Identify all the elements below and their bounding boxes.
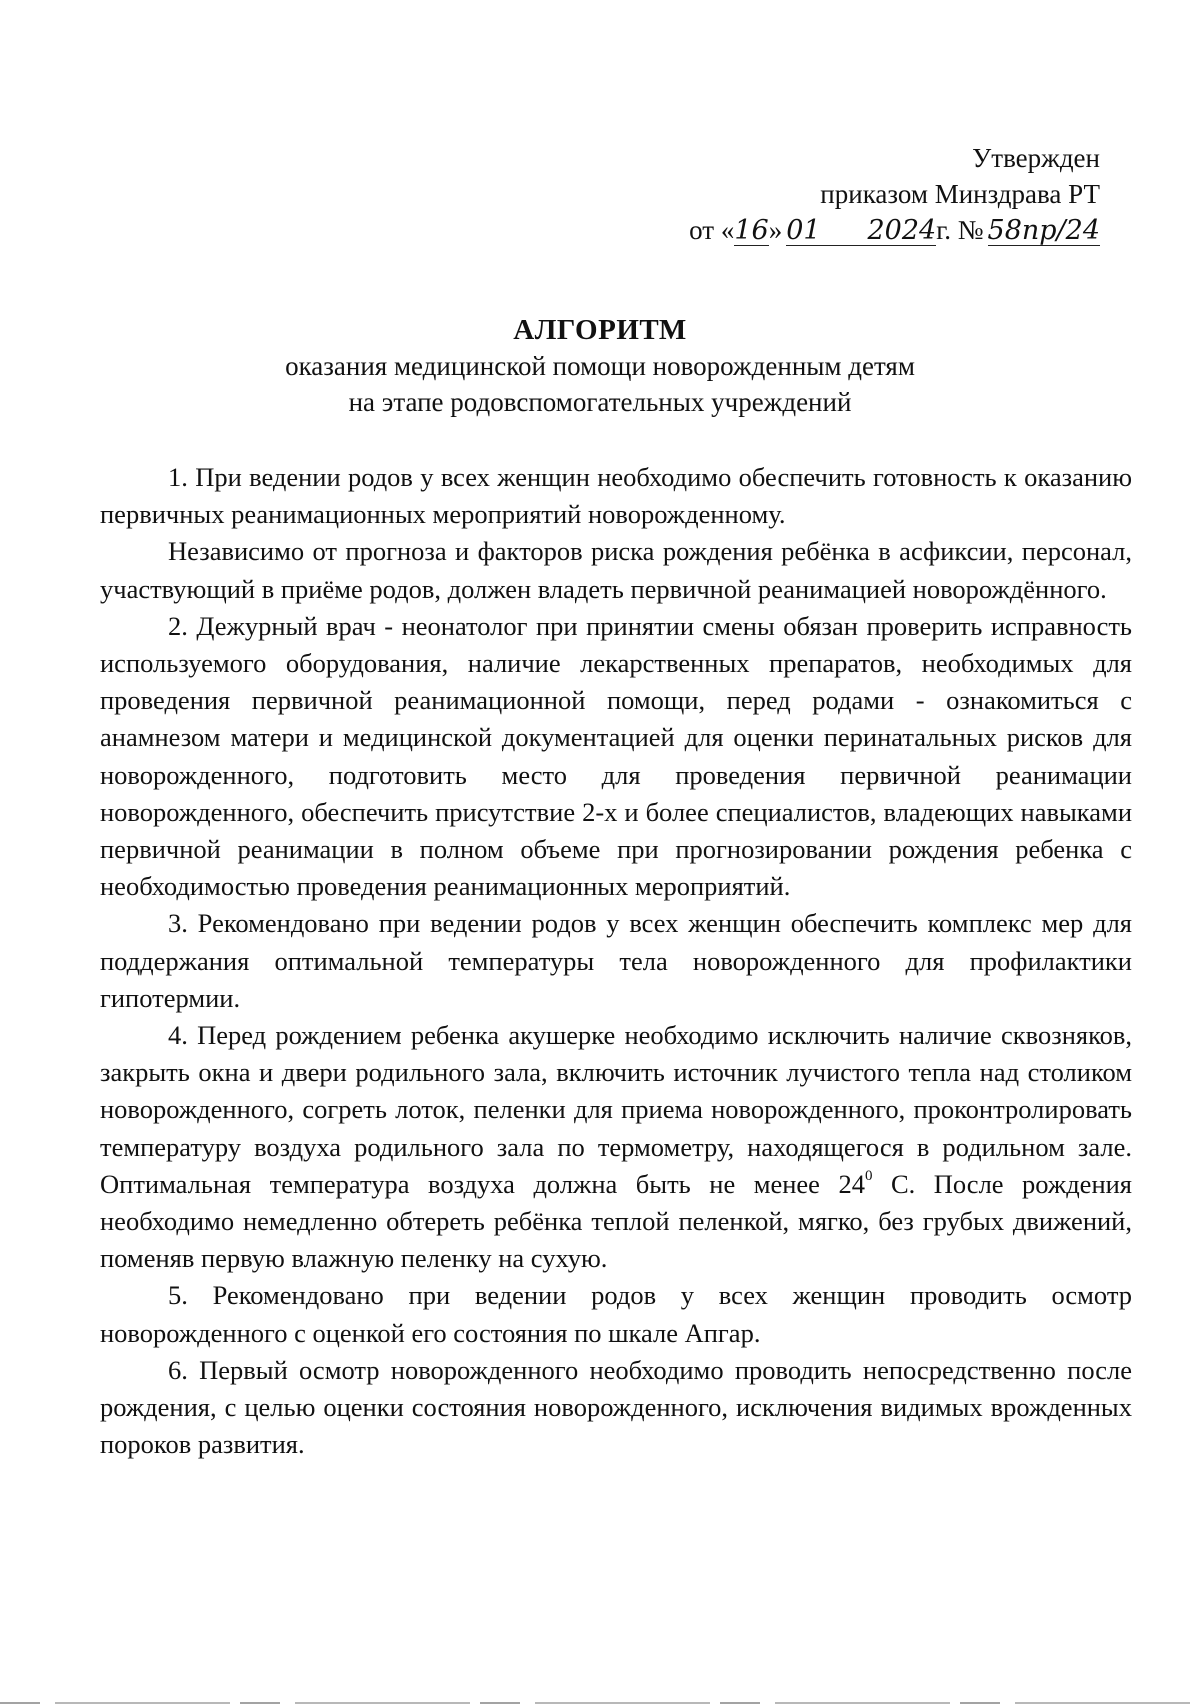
date-day-handwritten: 16 bbox=[734, 215, 769, 246]
approval-stamp-block bbox=[580, 140, 1100, 248]
paragraph-4 bbox=[100, 1017, 1132, 1277]
paragraph-6: 6. Первый осмотр новорожденного необходимо проводить непосредственно после рождения, с целью оценки состояния новорожденного, исключения видимых врожденных пороков развития. bbox=[100, 1354, 1132, 1460]
paragraph-3: 3. Рекомендовано при ведении родов у всех женщин обеспечить комплекс мер для поддержания оптимальной температуры тела новорожденного для профилактики гипотермии. bbox=[100, 908, 1132, 1013]
order-number-handwritten: 58пр/24 bbox=[987, 215, 1100, 246]
paragraph-4-text-start: 4. Перед рождением ребенка акушерке необходимо исключить наличие сквозняков, закрыть окна и двери родильного зала, включить источник лучистого тепла над столиком новорожденного, согреть лоток, пеленки для приема новорожденного, проконтролировать температуру воздуха родильного зала по термометру, находящегося в родильном зале. Оптимальная температура воздуха должна быть не менее 24 bbox=[100, 1020, 1132, 1199]
paragraph-2: 2. Дежурный врач - неонатолог при принятии смены обязан проверить исправность используемого оборудования, наличие лекарственных препаратов, необходимых для проведения первичной реанимационной помощи, перед родами - ознакомиться с анамнезом матери и медицинской документацией для оценки перинатальных рисков для новорожденного, подготовить место для проведения первичной реанимации новорожденного, обеспечить присутствие 2-х и более специалистов, владеющих навыками первичной реанимации в полном объеме при прогнозировании рождения ребенка с необходимостью проведения реанимационных мероприятий. bbox=[100, 610, 1132, 902]
date-prefix: от « bbox=[689, 215, 735, 245]
document-subtitle-line1: оказания медицинской помощи новорожденным детям bbox=[285, 351, 915, 381]
scan-bottom-edge bbox=[0, 1702, 1200, 1704]
date-year-suffix: г. bbox=[936, 215, 951, 245]
date-mid: » bbox=[768, 215, 783, 245]
date-month-handwritten: 01 bbox=[786, 217, 866, 246]
document-body bbox=[100, 459, 1132, 1463]
document-subtitle-line2: на этапе родовспомогательных учреждений bbox=[348, 387, 852, 417]
approval-label: Утвержден bbox=[972, 143, 1100, 173]
number-prefix: № bbox=[957, 215, 984, 245]
degree-superscript: 0 bbox=[864, 1168, 873, 1185]
paragraph-1: 1. При ведении родов у всех женщин необходимо обеспечить готовность к оказанию первичных реанимационных мероприятий новорожденному. bbox=[100, 462, 1132, 530]
date-year-handwritten: 2024 bbox=[867, 215, 937, 246]
paragraph-5: 5. Рекомендовано при ведении родов у всех женщин проводить осмотр новорожденного с оценкой его состояния по шкале Апгар. bbox=[100, 1280, 1132, 1348]
document-title: АЛГОРИТМ bbox=[513, 314, 687, 346]
paragraph-4-text-end: С. После рождения необходимо немедленно обтереть ребёнка теплой пеленкой, мягко, без грубых движений, поменяв первую влажную пеленку на сухую. bbox=[100, 1168, 1132, 1274]
paragraph-1-continued: Независимо от прогноза и факторов риска рождения ребёнка в асфиксии, персонал, участвующий в приёме родов, должен владеть первичной реанимацией новорождённого. bbox=[100, 536, 1132, 604]
document-title-block bbox=[100, 312, 1100, 420]
approval-issuer: приказом Минздрава РТ bbox=[820, 179, 1100, 209]
approval-date-number bbox=[580, 212, 1100, 248]
